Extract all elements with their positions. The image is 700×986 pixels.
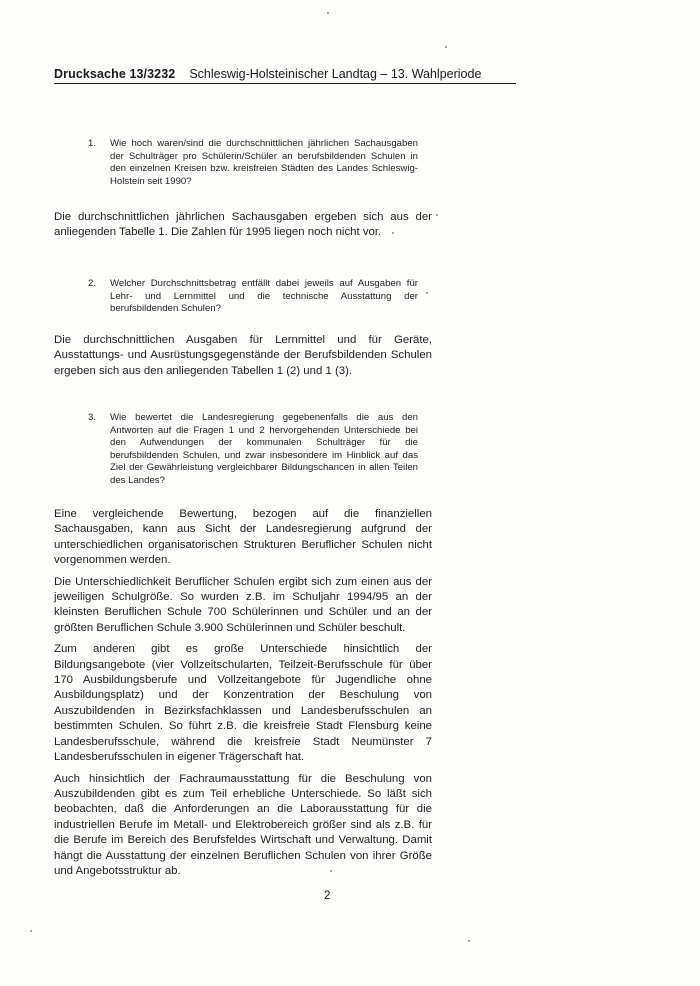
question-text: Wie hoch waren/sind die durchschnittlichen jährlichen Sachausgaben der Schulträger pro Schülerin/Schüler an berufsbildenden Schulen in den einzelnen Kreisen bzw. kreisfreien Städten des Landes Schleswig-Holstein seit 1990? xyxy=(110,138,418,187)
answer-paragraph: Die Unterschiedlichkeit Beruflicher Schulen ergibt sich zum einen aus der jeweiligen Schulgröße. So wurden z.B. im Schuljahr 1994/95 an der kleinsten Beruflichen Schule 700 Schülerinnen und Schüler und an der größten Beruflichen Schule 3.900 Schülerinnen und Schüler beschult. xyxy=(54,575,432,634)
scan-speck xyxy=(426,292,428,294)
question-number: 2. xyxy=(88,278,97,289)
scan-speck xyxy=(30,930,32,932)
document-header-title: Schleswig-Holsteinischer Landtag – 13. Wahlperiode xyxy=(189,67,482,81)
question-1 xyxy=(88,138,418,188)
question-text: Wie bewertet die Landesregierung gegebenenfalls die aus den Antworten auf die Fragen 1 und 2 hervorgehenden Unterschiede bei den Aufwendungen der kommunalen Schulträger für die berufsbildenden Schulen, und zwar insbesondere im Hinblick auf das Ziel der Gewährleistung vergleichbarer Bildungschancen in allen Teilen des Landes? xyxy=(110,412,418,486)
answer-paragraph: Auch hinsichtlich der Fachraumausstattung für die Beschulung von Auszubildenden gibt es zum Teil erhebliche Unterschiede. So läßt sich beobachten, daß die Anforderungen an die Laborausstattung für die industriellen Berufe im Metall- und Elektrobereich größer sind als z.B. für die Berufe im Bereich des Berufsfeldes Wirtschaft und Verwaltung. Damit hängt die Ausstattung der einzelnen Beruflichen Schulen von ihrer Größe und Angebotsstruktur ab. xyxy=(54,772,432,877)
scan-speck xyxy=(436,214,438,216)
answer-1 xyxy=(54,210,432,247)
answer-paragraph: Die durchschnittlichen jährlichen Sachausgaben ergeben sich aus der anliegenden Tabelle 1. Die Zahlen für 1995 liegen noch nicht vor. xyxy=(54,211,432,239)
answer-paragraph: Die durchschnittlichen Ausgaben für Lernmittel und für Geräte, Ausstattungs- und Ausrüstungsgegenstände der Berufsbildenden Schulen ergeben sich aus den anliegenden Tabellen 1 (2) und 1 (3). xyxy=(54,334,432,377)
page-header xyxy=(54,66,514,82)
question-2 xyxy=(88,278,418,316)
header-rule xyxy=(54,83,516,84)
question-number: 1. xyxy=(88,138,97,149)
question-number: 3. xyxy=(88,412,97,423)
page-number: 2 xyxy=(324,890,331,902)
document-number: Drucksache 13/3232 xyxy=(54,67,176,81)
scan-speck xyxy=(468,940,470,942)
scan-speck xyxy=(445,46,447,48)
question-text: Welcher Durchschnittsbetrag entfällt dabei jeweils auf Ausgaben für Lehr- und Lernmittel und die technische Ausstattung der berufsbildenden Schulen? xyxy=(110,278,418,315)
scan-speck xyxy=(327,12,329,14)
answer-3 xyxy=(54,507,432,885)
answer-2 xyxy=(54,333,432,385)
scan-speck xyxy=(392,232,394,234)
question-3 xyxy=(88,412,418,488)
answer-paragraph: Eine vergleichende Bewertung, bezogen auf die finanziellen Sachausgaben, kann aus Sicht der Landesregierung aufgrund der unterschiedlichen organisatorischen Strukturen Beruflicher Schulen nicht vorgenommen werden. xyxy=(54,508,432,567)
scan-speck xyxy=(330,870,332,872)
answer-paragraph: Zum anderen gibt es große Unterschiede hinsichtlich der Bildungsangebote (vier Vollzeitschularten, Teilzeit-Berufsschule für über 170 Ausbildungsberufe und Vollzeitangebote für Jugendliche ohne Ausbildungsplatz) und der Konzentration der Beschulung von Auszubildenden in Bezirksfachklassen und Landesberufsschulen an bestimmten Schulen. So führt z.B. die kreisfreie Stadt Flensburg keine Landesberufsschule, während die kreisfreie Stadt Neumünster 7 Landesberufsschulen in eigener Trägerschaft hat. xyxy=(54,643,432,764)
